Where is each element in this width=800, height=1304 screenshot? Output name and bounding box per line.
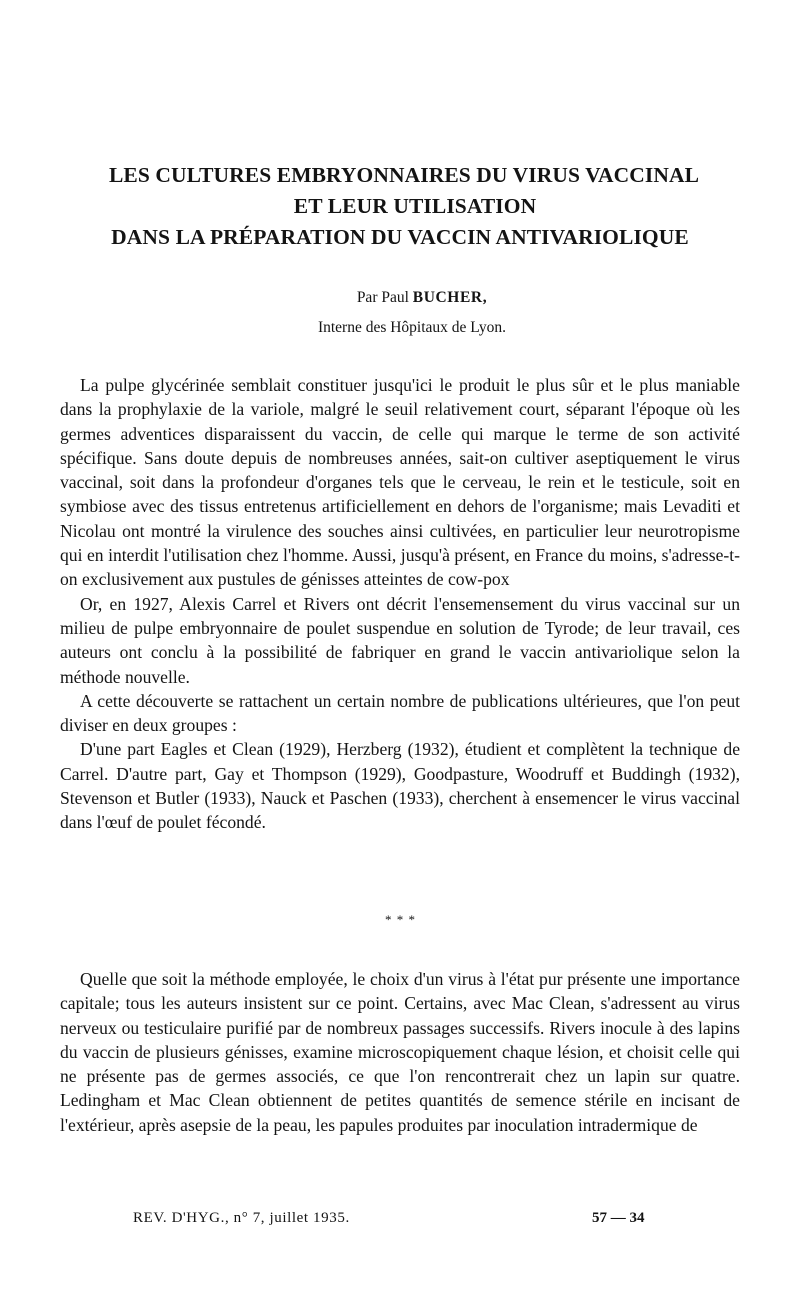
paragraph-3: A cette découverte se rattachent un certain nombre de publications ultérieures, que l'on peut diviser en deux groupes : <box>60 690 740 736</box>
section-break-asterisks <box>380 914 420 944</box>
paragraph-4: D'une part Eagles et Clean (1929), Herzberg (1932), étudient et complètent la technique de Carrel. D'autre part, Gay et Thompson (1929), Goodpasture, Woodruff et Buddingh (1932), Stevenson et Butler (1933), Nauck et Paschen (1933), cherchent à ensemencer le virus vaccinal dans l'œuf de poulet fécondé. <box>60 739 740 833</box>
paragraph-2: Or, en 1927, Alexis Carrel et Rivers ont décrit l'ensemensement du virus vaccinal sur un milieu de pulpe embryonnaire de poulet suspendue en solution de Tyrode; de leur travail, ces auteurs ont conclu à la possibilité de fabriquer en grand le vaccin antivariolique selon la méthode nouvelle. <box>60 593 740 687</box>
journal-reference: REV. D'HYG., n° 7, juillet 1935. <box>133 1210 350 1226</box>
author-line <box>22 288 800 308</box>
author-name: BUCHER, <box>412 289 488 306</box>
title-line-1: LES CULTURES EMBRYONNAIRES DU VIRUS VACCINAL <box>108 163 700 187</box>
author-prefix: Par Paul <box>356 289 409 306</box>
article-title <box>40 160 760 253</box>
title-line-2: ET LEUR UTILISATION <box>293 194 537 218</box>
body-text <box>60 373 740 835</box>
author-affiliation: Interne des Hôpitaux de Lyon. <box>317 319 507 336</box>
asterism: * * * <box>385 912 415 927</box>
page-number: 57 — 34 <box>592 1210 645 1226</box>
paragraph-1: La pulpe glycérinée semblait constituer jusqu'ici le produit le plus sûr et le plus maniable dans la prophylaxie de la variole, malgré le seuil relativement court, séparant l'époque où les germes adventices disparaissent du vaccin, de celle qui marque le terme de son activité spécifique. Sans doute depuis de nombreuses années, sait-on cultiver aseptiquement le virus vaccinal, soit dans la profondeur d'organes tels que le cerveau, le rein et le testicule, soit en symbiose avec des tissus entretenus artificiellement en dehors de l'organisme; mais Levaditi et Nicolau ont montré la virulence des souches ainsi cultivées, en particulier leur neurotropisme qui en interdit l'utilisation chez l'homme. Aussi, jusqu'à présent, en France du moins, s'adresse-t-on exclusivement aux pustules de génisses atteintes de cow-pox <box>60 375 740 590</box>
paragraph-5: Quelle que soit la méthode employée, le choix d'un virus à l'état pur présente une importance capitale; tous les auteurs insistent sur ce point. Certains, avec Mac Clean, s'adressent au virus nerveux ou testiculaire purifié par de nombreux passages successifs. Rivers inocule à des lapins du vaccin de plusieurs génisses, examine microscopiquement chaque lésion, et choisit celle qui ne présente pas de germes associés, ce que l'on rencontrerait chez un lapin sur quatre. Ledingham et Mac Clean obtiennent de petites quantités de semence stérile en incisant de l'extérieur, après asepsie de la peau, les papules produites par inoculation intradermique de <box>60 969 740 1135</box>
title-line-3: DANS LA PRÉPARATION DU VACCIN ANTIVARIOLIQUE <box>111 225 689 249</box>
body-text-continued <box>60 967 740 1137</box>
